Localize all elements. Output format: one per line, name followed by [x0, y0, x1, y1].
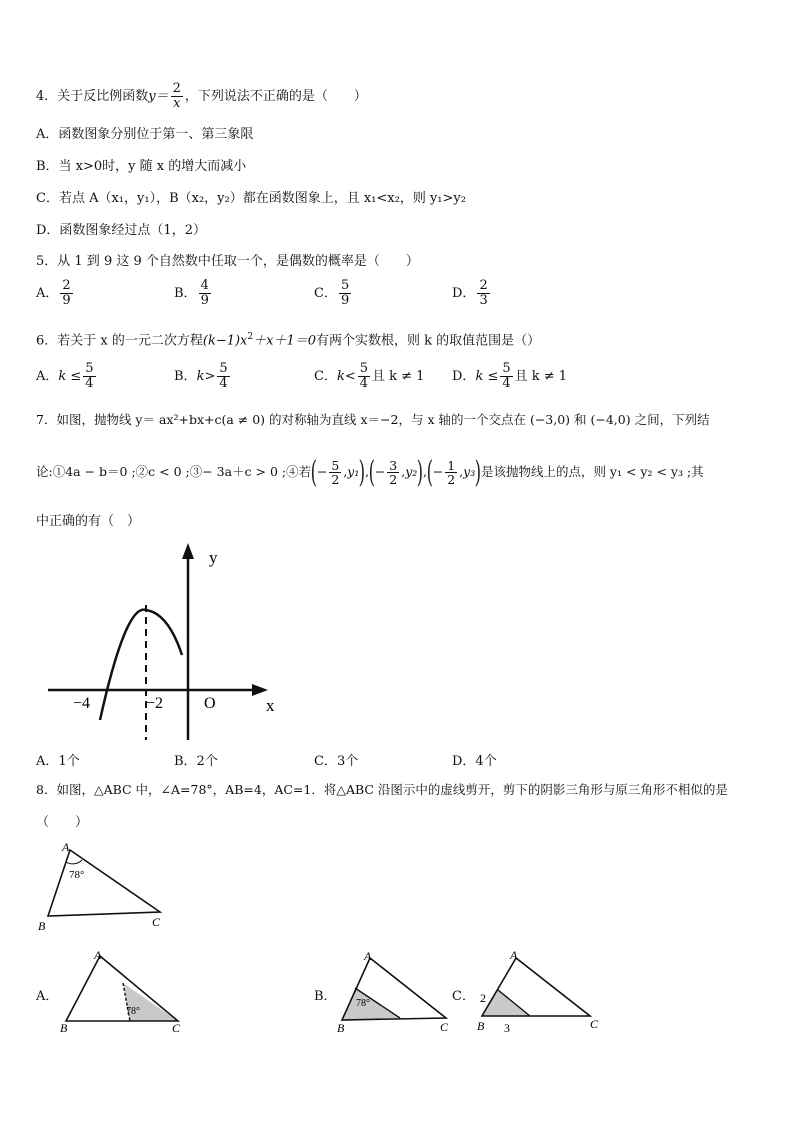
vertex-c-label: C [440, 1020, 449, 1034]
q7-pt3-den: 2 [447, 472, 456, 487]
q6-eq-b: ＋x＋1＝0 [253, 333, 317, 349]
q6-eq-sup: 2 [247, 332, 254, 342]
q8-main-triangle-figure [34, 840, 164, 932]
q4-fraction [171, 82, 183, 110]
vertex-c-label: C [152, 915, 161, 929]
q6-a-den: 4 [85, 376, 94, 391]
origin-label: O [204, 695, 216, 712]
q8-option-c-figure [474, 946, 604, 1034]
q6-d-post: 且 k ≠ 1 [514, 369, 568, 384]
q6-a-fraction [83, 362, 95, 390]
q4-stem [36, 80, 367, 114]
vertex-b-label: B [477, 1019, 485, 1033]
q6-a-pre: k ≤ [58, 369, 82, 384]
q6-eq-a: (k−1)x [202, 333, 248, 349]
q6-d-den: 4 [502, 376, 511, 391]
q8-line1: 8．如图，△ABC 中，∠A=78°，AB=4，AC=1．将△ABC 沿图示中的虚线剪开，剪下的阴影三角形与原三角形不相似的是 [36, 782, 728, 797]
q6-b-fraction [217, 362, 229, 390]
q7-option-a: A．1个 [36, 754, 80, 769]
vertex-b-label: B [337, 1021, 345, 1034]
q4-stem-b: ，下列说法不正确的是（ ） [184, 89, 367, 104]
q5-b-num: 4 [200, 278, 209, 294]
q7-paren-open-3: ( [426, 454, 434, 490]
q7-paren-close-2: ) [416, 454, 424, 490]
q6-b-label: B． [174, 369, 197, 384]
vertex-c-label: C [172, 1021, 181, 1034]
q7-pt3-num: 1 [447, 457, 456, 473]
q7-pt3-fraction [445, 459, 457, 486]
q5-a-den: 9 [62, 293, 71, 308]
q6-stem-b: 有两个实数根，则 k 的取值范围是（） [316, 333, 541, 349]
q5-option-a-fraction [60, 279, 72, 307]
vertex-a-label: A [364, 949, 372, 963]
y-axis-arrow-icon [182, 543, 194, 559]
q7-pt1-den: 2 [331, 472, 340, 487]
q5-d-den: 3 [479, 293, 488, 308]
q5-option-b-fraction [199, 279, 211, 307]
q6-b-den: 4 [219, 376, 228, 391]
q6-option-b [174, 358, 232, 396]
side-length-label-3: 3 [504, 1021, 510, 1034]
q5-a-num: 2 [62, 278, 71, 294]
q6-c-post: 且 k ≠ 1 [372, 369, 425, 384]
q7-option-d: D．4个 [452, 754, 497, 769]
q6-a-num: 5 [85, 361, 94, 377]
side-length-label-2: 2 [480, 991, 486, 1005]
q8-option-b-figure [334, 946, 456, 1034]
q7-paren-close-1: ) [359, 454, 366, 490]
q7-line3: 中正确的有（ ） [36, 514, 141, 529]
q6-c-pre: k< [336, 369, 356, 384]
q7-line2-b: 是该抛物线上的点，则 y₁ < y₂ < y₃ ;其 [480, 464, 704, 479]
y-axis-label: y [209, 548, 218, 567]
q5-option-c [314, 276, 353, 312]
q7-parabola-graph [40, 535, 290, 745]
q5-option-a-label: A． [36, 286, 59, 301]
q6-c-label: C． [314, 369, 337, 384]
q7-pt2-y: y₂ [405, 464, 418, 479]
q6-b-num: 5 [219, 361, 228, 377]
q4-frac-num: 2 [172, 81, 181, 97]
main-triangle [48, 850, 160, 916]
q5-option-b [174, 276, 213, 312]
q5-stem: 5．从 1 到 9 这 9 个自然数中任取一个，是偶数的概率是（ ） [36, 254, 419, 269]
q5-c-den: 9 [340, 293, 350, 308]
q6-c-den: 4 [359, 376, 369, 391]
q4-fn-lhs: y＝ [148, 89, 169, 104]
q7-pt3-minus: − [432, 464, 444, 479]
q6-d-num: 5 [502, 361, 511, 377]
q7-pt3-y: y₃ [463, 464, 476, 479]
q5-b-den: 9 [200, 293, 209, 308]
q7-pt2-minus: − [374, 464, 386, 479]
tick-label-neg4: −4 [73, 695, 91, 712]
vertex-a-label: A [510, 948, 518, 962]
q5-option-c-label: C． [314, 286, 337, 301]
q6-stem-a: 6．若关于 x 的一元二次方程 [36, 333, 203, 349]
q7-line2: 论:①4a − b＝0 ;②c < 0 ;③− 3a＋c > 0 ;④若(− $\frac{5}{2}$ ,y₁),(− $\frac{3}{2}$ ,y₂),(− $\frac{1}{2}$ ,y₃)是该抛物线上的点，则 y₁ < y₂ < y₃ ;其 [36, 454, 704, 490]
x-axis-arrow-icon [252, 684, 268, 696]
q5-option-a [36, 276, 75, 312]
angle-arc [66, 860, 82, 864]
q7-option-b: B．2个 [174, 754, 218, 769]
q6-b-pre: k> [196, 369, 216, 384]
q4-option-c: C．若点 A（x₁，y₁），B（x₂，y₂）都在函数图象上，且 x₁<x₂，则 y₁>y₂ [36, 191, 466, 206]
q7-pt1-fraction [329, 459, 341, 486]
q6-c-num: 5 [359, 361, 369, 377]
angle-label: 78° [356, 998, 370, 1009]
q8-option-b-label: B． [314, 989, 337, 1004]
q7-pt1-num: 5 [331, 457, 340, 473]
vertex-b-label: B [60, 1021, 68, 1034]
q5-c-num: 5 [340, 278, 350, 294]
q6-a-label: A． [36, 369, 59, 384]
q5-option-d-fraction [477, 279, 489, 307]
x-axis-label: x [266, 696, 275, 715]
q5-option-d [452, 276, 492, 312]
q8-option-a-figure [58, 948, 188, 1034]
q7-line1: 7．如图，抛物线 y＝ ax²+bx+c(a ≠ 0) 的对称轴为直线 x＝−2，与 x 轴的一个交点在 (−3,0) 和 (−4,0) 之间，下列结 [36, 412, 710, 427]
vertex-b-label: B [38, 919, 46, 932]
shaded-triangle [342, 988, 400, 1020]
q4-option-b: B．当 x>0时，y 随 x 的增大而减小 [36, 159, 247, 174]
q8-option-a-label: A． [36, 989, 59, 1004]
q4-option-a: A．函数图象分别位于第一、第三象限 [36, 127, 254, 142]
q6-d-label: D． [452, 369, 476, 384]
q4-stem-a: 4．关于反比例函数 [36, 89, 149, 104]
q7-pt1-minus: − [316, 464, 328, 479]
q7-line2-a: 论:①4a − b＝0 ;②c < 0 ;③− 3a＋c > 0 ;④若 [36, 464, 312, 479]
q4-frac-den: x [173, 96, 181, 111]
q5-option-b-label: B． [174, 286, 197, 301]
q6-option-c [314, 358, 424, 396]
vertex-a-label: A [62, 840, 70, 854]
q5-option-c-fraction [339, 279, 351, 307]
q6-option-a [36, 358, 98, 396]
parabola-curve [100, 610, 182, 720]
q6-stem [36, 326, 540, 348]
q6-d-fraction [500, 362, 512, 390]
q8-option-c-label: C． [452, 989, 475, 1004]
q6-option-d [452, 358, 567, 396]
vertex-c-label: C [590, 1017, 599, 1031]
q7-paren-open-1: ( [310, 454, 318, 490]
q7-pt1-y: y₁ [347, 464, 360, 479]
q6-d-pre: k ≤ [475, 369, 499, 384]
q7-paren-close-3: ) [474, 454, 482, 490]
q5-option-d-label: D． [452, 286, 476, 301]
q8-line2: （ ） [36, 815, 89, 830]
q7-paren-open-2: ( [368, 454, 376, 490]
angle-label: 78° [69, 869, 85, 881]
angle-label: 78° [126, 1006, 140, 1017]
tick-label-neg2: −2 [146, 695, 164, 712]
q6-c-fraction [358, 362, 370, 390]
vertex-a-label: A [94, 948, 102, 962]
q7-option-c: C．3个 [314, 754, 359, 769]
q5-d-num: 2 [479, 278, 488, 294]
q7-pt2-den: 2 [389, 472, 398, 487]
q7-pt2-fraction [387, 459, 399, 486]
q7-pt2-num: 3 [389, 457, 398, 473]
q4-option-d: D．函数图象经过点（1，2） [36, 223, 206, 238]
